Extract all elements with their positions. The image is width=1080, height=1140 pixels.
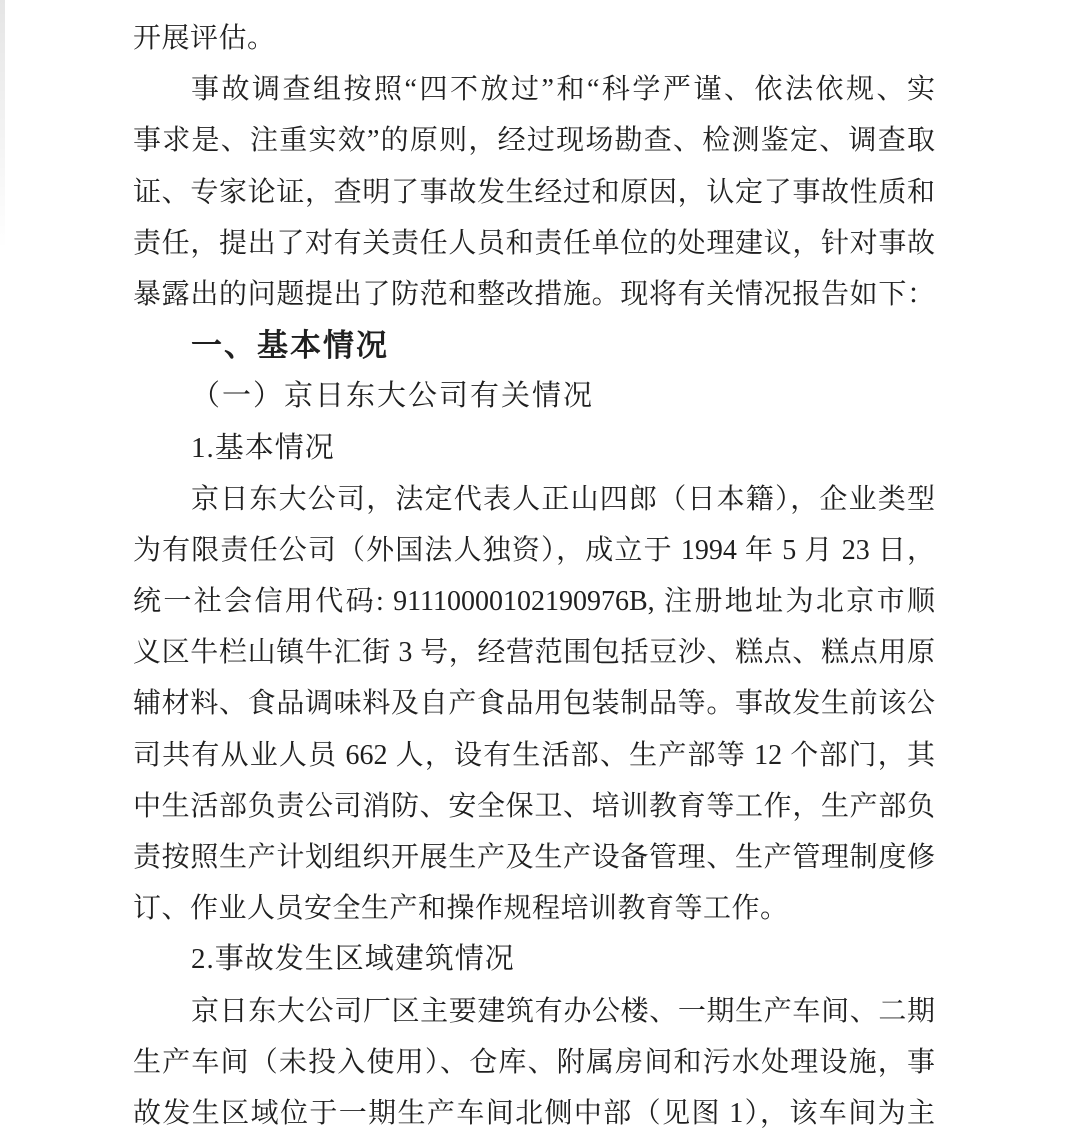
heading-section-1: 一、基本情况 xyxy=(191,328,389,364)
body-line-9: 京日东大公司，法定代表人正山四郎（日本籍），企业类型 xyxy=(191,483,935,515)
body-line-21: 故发生区域位于一期生产车间北侧中部（见图 1），该车间为主 xyxy=(133,1097,935,1129)
body-line-12: 义区牛栏山镇牛汇街 3 号，经营范围包括豆沙、糕点、糕点用原 xyxy=(133,637,935,669)
body-line-17: 订、作业人员安全生产和操作规程培训教育等工作。 xyxy=(133,893,789,925)
body-line-5: 暴露出的问题提出了防范和整改措施。现将有关情况报告如下： xyxy=(133,278,935,310)
body-line-4: 责任，提出了对有关责任人员和责任单位的处理建议，针对事故 xyxy=(133,227,935,259)
heading-subsection-1: （一）京日东大公司有关情况 xyxy=(191,380,595,413)
body-line-10: 为有限责任公司（外国法人独资），成立于 1994 年 5 月 23 日， xyxy=(133,534,935,566)
body-line-11: 统一社会信用代码: 91110000102190976B, 注册地址为北京市顺 xyxy=(133,586,935,618)
body-line-13: 辅材料、食品调味料及自产食品用包装制品等。事故发生前该公 xyxy=(133,688,935,720)
body-line-15: 中生活部负责公司消防、安全保卫、培训教育等工作，生产部负 xyxy=(133,790,935,822)
heading-item-1: 1.基本情况 xyxy=(191,431,335,464)
body-line-16: 责按照生产计划组织开展生产及生产设备管理、生产管理制度修 xyxy=(133,842,935,873)
body-line-3: 证、专家论证，查明了事故发生经过和原因，认定了事故性质和 xyxy=(133,176,935,208)
body-line-2: 事求是、注重实效”的原则，经过现场勘查、检测鉴定、调查取 xyxy=(133,125,935,157)
heading-item-2: 2.事故发生区域建筑情况 xyxy=(191,943,515,976)
scan-shadow-artifact xyxy=(0,0,5,250)
body-line-1: 事故调查组按照“四不放过”和“科学严谨、依法依规、实 xyxy=(191,74,935,106)
body-line-20: 生产车间（未投入使用）、仓库、附属房间和污水处理设施，事 xyxy=(133,1046,935,1078)
body-line-19: 京日东大公司厂区主要建筑有办公楼、一期生产车间、二期 xyxy=(191,995,935,1027)
body-line-0: 开展评估。 xyxy=(133,23,276,54)
body-line-14: 司共有从业人员 662 人，设有生活部、生产部等 12 个部门，其 xyxy=(133,739,935,771)
